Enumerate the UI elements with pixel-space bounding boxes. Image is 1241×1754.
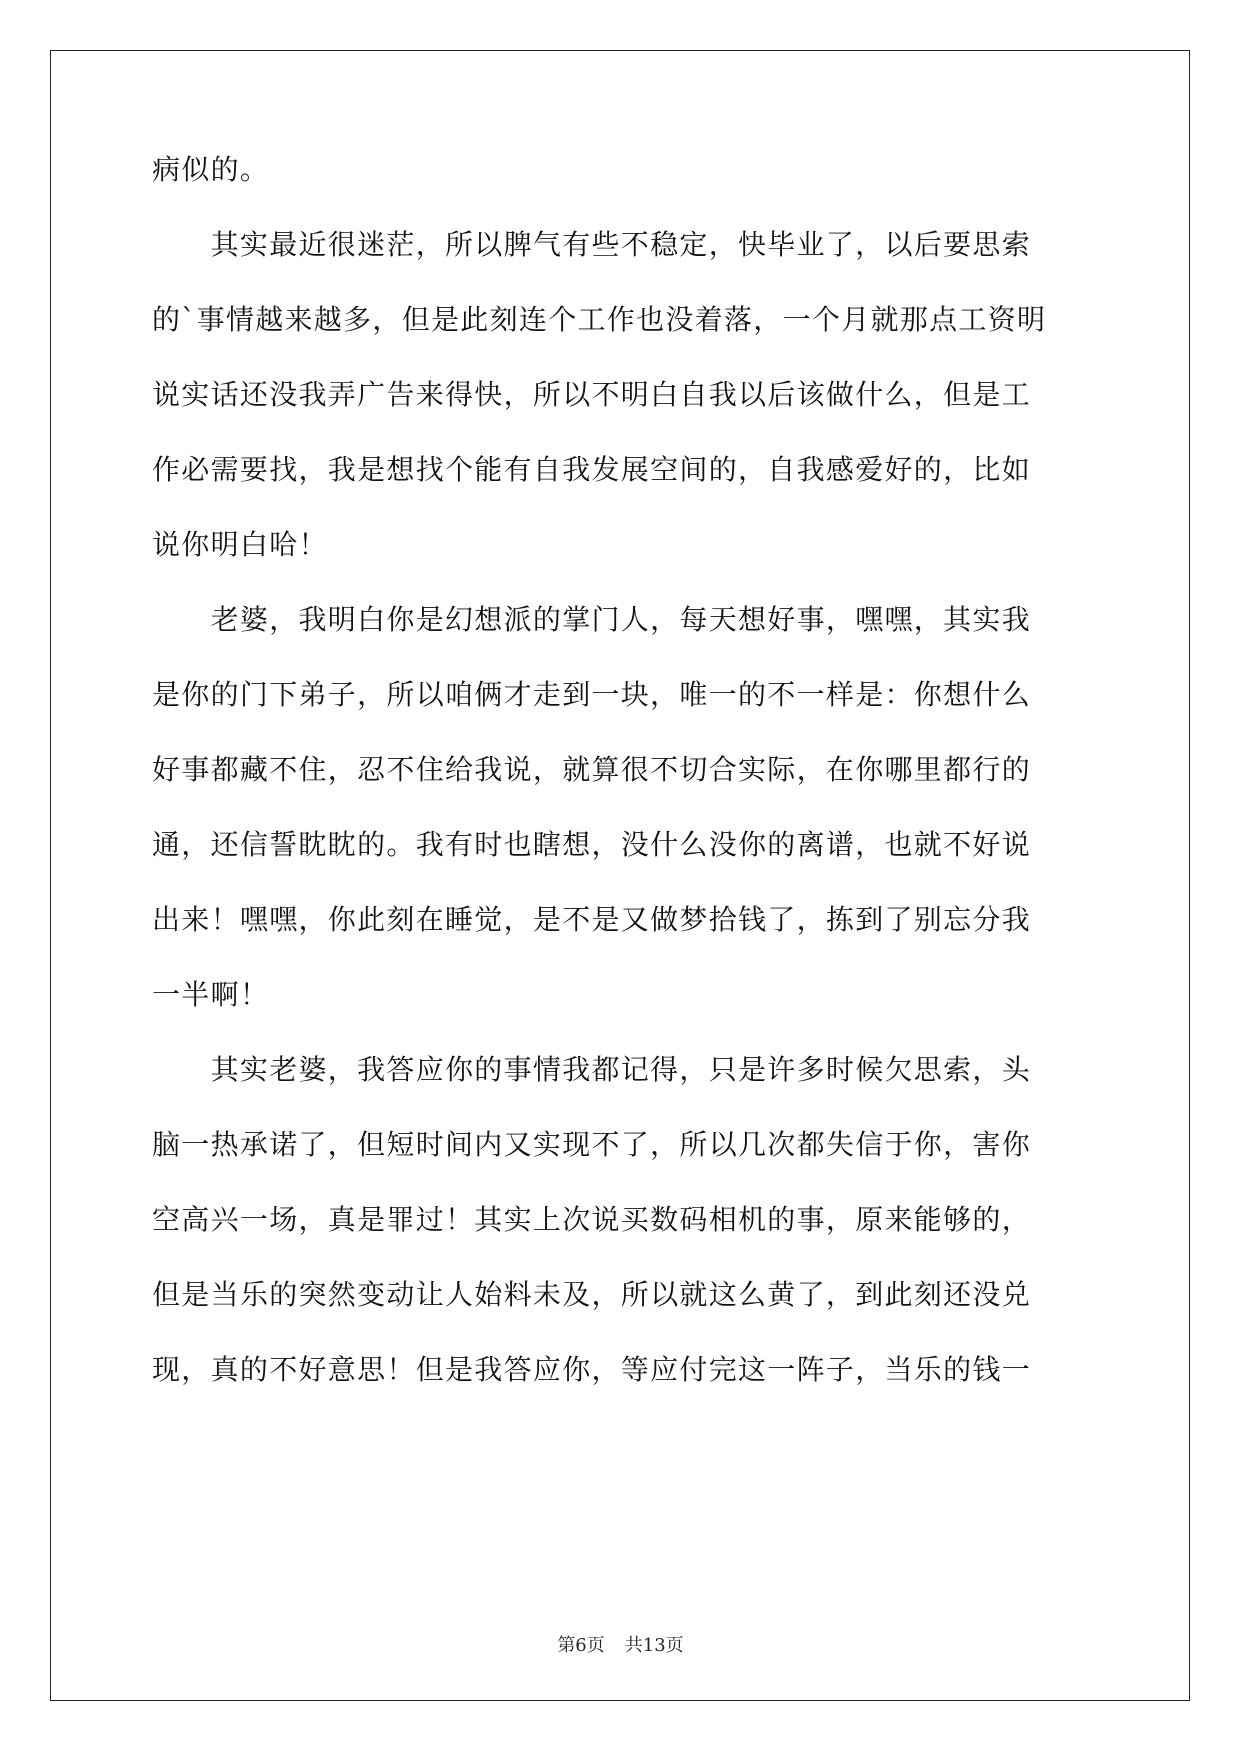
text-line: 好事都藏不住，忍不住给我说，就算很不切合实际，在你哪里都行的	[152, 753, 1032, 786]
page-number: 第6页	[557, 1635, 605, 1656]
page-total: 共13页	[624, 1635, 684, 1656]
text-line: 说你明白哈！	[152, 528, 328, 561]
text-line: 一半啊！	[152, 978, 270, 1011]
page-footer	[0, 1634, 1241, 1658]
text-line: 现，真的不好意思！但是我答应你，等应付完这一阵子，当乐的钱一	[152, 1353, 1032, 1386]
text-line: 老婆，我明白你是幻想派的掌门人，每天想好事，嘿嘿，其实我	[152, 603, 1032, 636]
text-line: 作必需要找，我是想找个能有自我发展空间的，自我感爱好的，比如	[152, 453, 1032, 486]
text-line: 其实老婆，我答应你的事情我都记得，只是许多时候欠思索，头	[152, 1053, 1032, 1086]
text-line: 的`事情越来越多，但是此刻连个工作也没着落，一个月就那点工资明	[152, 303, 1047, 336]
text-line: 出来！嘿嘿，你此刻在睡觉，是不是又做梦拾钱了，拣到了别忘分我	[152, 903, 1032, 936]
text-line: 其实最近很迷茫，所以脾气有些不稳定，快毕业了，以后要思索	[152, 228, 1032, 261]
text-line: 脑一热承诺了，但短时间内又实现不了，所以几次都失信于你，害你	[152, 1128, 1032, 1161]
text-line: 说实话还没我弄广告来得快，所以不明白自我以后该做什么，但是工	[152, 378, 1032, 411]
page-border	[50, 50, 1190, 1701]
text-line: 但是当乐的突然变动让人始料未及，所以就这么黄了，到此刻还没兑	[152, 1278, 1032, 1311]
text-line: 通，还信誓眈眈的。我有时也瞎想，没什么没你的离谱，也就不好说	[152, 828, 1032, 861]
text-line: 病似的。	[152, 153, 270, 186]
text-line: 空高兴一场，真是罪过！其实上次说买数码相机的事，原来能够的，	[152, 1203, 1032, 1236]
text-line: 是你的门下弟子，所以咱俩才走到一块，唯一的不一样是：你想什么	[152, 678, 1032, 711]
